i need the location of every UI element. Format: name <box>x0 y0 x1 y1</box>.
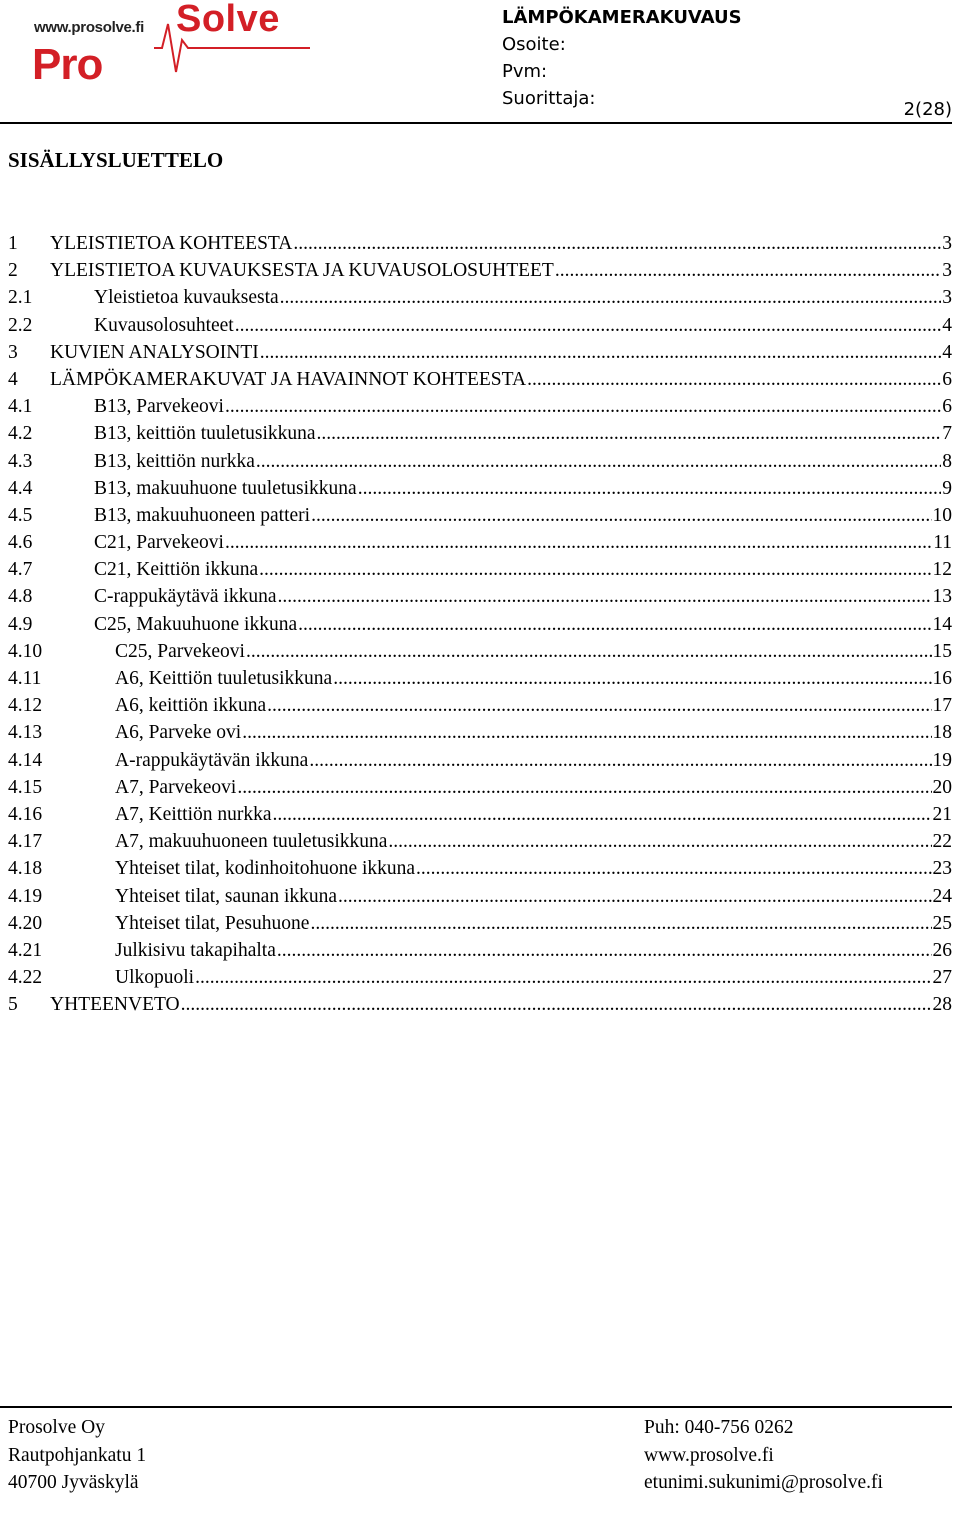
toc-entry[interactable] <box>8 366 952 393</box>
toc-entry-label: Ulkopuoli <box>115 967 195 989</box>
footer-web[interactable]: www.prosolve.fi <box>644 1444 774 1466</box>
performer-label: Suorittaja: <box>502 88 596 109</box>
toc-entry[interactable] <box>8 991 952 1018</box>
toc-entry-page: 25 <box>932 912 952 934</box>
toc-leader-dots <box>358 475 942 502</box>
toc-entry-label: Yleistietoa kuvauksesta <box>94 287 279 309</box>
toc-entry-number: 4.18 <box>8 858 43 880</box>
toc-leader-dots <box>277 937 932 964</box>
toc-entry-number: 4.9 <box>8 613 33 635</box>
toc-leader-dots <box>242 719 931 746</box>
toc-entry-label: A6, Parveke ovi <box>115 722 242 744</box>
toc-leader-dots <box>309 747 931 774</box>
table-of-contents <box>8 230 952 1018</box>
toc-entry-number: 4.1 <box>8 396 33 418</box>
toc-entry[interactable] <box>8 883 952 910</box>
toc-entry[interactable] <box>8 719 952 746</box>
toc-entry-page: 26 <box>932 939 952 961</box>
toc-entry-label: KUVIEN ANALYSOINTI <box>50 341 259 363</box>
toc-leader-dots <box>277 583 931 610</box>
toc-entry-label: Julkisivu takapihalta <box>115 939 276 961</box>
footer-divider <box>0 1406 952 1408</box>
toc-entry[interactable] <box>8 828 952 855</box>
toc-entry-number: 3 <box>8 341 18 363</box>
toc-leader-dots <box>388 828 931 855</box>
toc-entry-page: 10 <box>932 504 952 526</box>
toc-entry-page: 3 <box>942 233 952 254</box>
toc-entry-page: 15 <box>932 640 952 662</box>
toc-entry[interactable] <box>8 230 952 257</box>
toc-entry-page: 24 <box>932 885 952 907</box>
toc-entry-label: B13, keittiön tuuletusikkuna <box>94 423 316 445</box>
toc-leader-dots <box>225 393 941 420</box>
footer-contact <box>644 1414 883 1497</box>
toc-entry-number: 1 <box>8 233 18 254</box>
toc-leader-dots <box>280 284 942 311</box>
toc-entry[interactable] <box>8 312 952 339</box>
toc-entry[interactable] <box>8 284 952 311</box>
toc-entry-label: Kuvausolosuhteet <box>94 314 234 336</box>
toc-entry-label: B13, Parvekeovi <box>94 396 224 418</box>
toc-leader-dots <box>260 339 942 366</box>
toc-entry-page: 14 <box>932 613 952 635</box>
company-logo <box>30 0 310 89</box>
toc-entry-page: 7 <box>942 423 952 445</box>
toc-entry-label: Yhteiset tilat, kodinhoitohuone ikkuna <box>115 858 416 880</box>
footer-city: 40700 Jyväskylä <box>8 1472 139 1493</box>
toc-entry-label: B13, keittiön nurkka <box>94 450 255 472</box>
toc-entry[interactable] <box>8 855 952 882</box>
toc-entry-number: 4.6 <box>8 532 33 554</box>
toc-leader-dots <box>416 855 931 882</box>
toc-entry-page: 12 <box>932 559 952 581</box>
toc-leader-dots <box>256 448 941 475</box>
date-label: Pvm: <box>502 61 548 82</box>
toc-entry-number: 4.2 <box>8 423 33 445</box>
toc-entry[interactable] <box>8 692 952 719</box>
toc-entry[interactable] <box>8 339 952 366</box>
toc-entry-page: 28 <box>932 994 952 1016</box>
toc-entry-number: 4.14 <box>8 749 43 771</box>
toc-entry-page: 20 <box>932 776 952 798</box>
toc-entry-label: A7, makuuhuoneen tuuletusikkuna <box>115 831 388 853</box>
footer-street: Rautpohjankatu 1 <box>8 1444 147 1466</box>
toc-entry-page: 4 <box>942 314 952 336</box>
toc-entry[interactable] <box>8 774 952 801</box>
toc-entry-page: 17 <box>932 695 952 717</box>
toc-entry-page: 6 <box>942 368 952 390</box>
toc-entry-page: 11 <box>933 532 952 554</box>
header-info <box>502 4 742 112</box>
toc-entry-label: C25, Parvekeovi <box>115 640 245 662</box>
toc-leader-dots <box>527 366 941 393</box>
toc-entry-label: B13, makuuhuoneen patteri <box>94 504 311 526</box>
toc-entry[interactable] <box>8 611 952 638</box>
address-label: Osoite: <box>502 34 566 55</box>
toc-entry-page: 4 <box>942 341 952 363</box>
toc-entry[interactable] <box>8 665 952 692</box>
toc-entry-page: 21 <box>932 803 952 825</box>
toc-entry-number: 4.11 <box>8 668 42 689</box>
toc-entry-number: 2 <box>8 260 18 282</box>
logo-word-pro: Pro <box>32 40 103 89</box>
toc-entry-page: 18 <box>932 722 952 744</box>
toc-entry[interactable] <box>8 502 952 529</box>
toc-entry-label: A6, keittiön ikkuna <box>115 695 267 717</box>
footer-phone: Puh: 040-756 0262 <box>644 1417 794 1438</box>
header-divider <box>0 122 952 124</box>
toc-entry-number: 4.21 <box>8 939 43 961</box>
toc-entry-page: 27 <box>932 967 952 989</box>
footer-email[interactable]: etunimi.sukunimi@prosolve.fi <box>644 1472 883 1493</box>
toc-entry-label: C21, Parvekeovi <box>94 532 224 554</box>
toc-entry-label: C21, Keittiön ikkuna <box>94 559 259 581</box>
toc-entry-label: A7, Keittiön nurkka <box>115 803 272 825</box>
toc-entry-label: LÄMPÖKAMERAKUVAT JA HAVAINNOT KOHTEESTA <box>50 368 527 390</box>
toc-entry[interactable] <box>8 448 952 475</box>
toc-entry-label: A-rappukäytävän ikkuna <box>115 749 309 771</box>
footer-address <box>8 1414 146 1497</box>
logo-url: www.prosolve.fi <box>34 19 144 36</box>
toc-entry-number: 4.12 <box>8 695 43 717</box>
toc-leader-dots <box>246 638 932 665</box>
toc-leader-dots <box>338 883 931 910</box>
toc-leader-dots <box>333 665 931 692</box>
toc-leader-dots <box>555 257 941 284</box>
toc-entry-number: 4 <box>8 368 18 390</box>
toc-entry-page: 22 <box>932 831 952 853</box>
toc-entry-page: 23 <box>932 858 952 880</box>
toc-entry-label: YHTEENVETO <box>50 994 180 1016</box>
toc-leader-dots <box>310 910 931 937</box>
toc-entry[interactable] <box>8 964 952 991</box>
toc-entry[interactable] <box>8 556 952 583</box>
toc-leader-dots <box>181 991 932 1018</box>
toc-entry-label: A7, Parvekeovi <box>115 776 237 798</box>
toc-entry-label: Yhteiset tilat, Pesuhuone <box>115 912 310 934</box>
toc-leader-dots <box>195 964 931 991</box>
toc-entry-number: 4.13 <box>8 722 43 744</box>
toc-entry-page: 3 <box>942 287 952 309</box>
toc-entry-page: 16 <box>932 668 952 689</box>
toc-entry-number: 4.5 <box>8 504 33 526</box>
toc-entry-number: 4.3 <box>8 450 33 472</box>
toc-entry-page: 6 <box>942 396 952 418</box>
toc-entry-label: B13, makuuhuone tuuletusikkuna <box>94 477 357 499</box>
document-title: LÄMPÖKAMERAKUVAUS <box>502 7 742 28</box>
toc-entry-label: YLEISTIETOA KOHTEESTA <box>50 233 293 254</box>
toc-leader-dots <box>259 556 931 583</box>
toc-entry-number: 4.22 <box>8 967 43 989</box>
toc-entry-page: 8 <box>942 450 952 472</box>
toc-entry[interactable] <box>8 583 952 610</box>
footer-company: Prosolve Oy <box>8 1417 105 1438</box>
toc-leader-dots <box>311 502 931 529</box>
toc-entry[interactable] <box>8 801 952 828</box>
toc-leader-dots <box>267 692 931 719</box>
toc-entry-number: 2.1 <box>8 287 33 309</box>
toc-leader-dots <box>225 529 932 556</box>
toc-leader-dots <box>237 774 931 801</box>
toc-entry[interactable] <box>8 475 952 502</box>
toc-entry-number: 4.19 <box>8 885 43 907</box>
toc-entry-number: 4.16 <box>8 803 43 825</box>
toc-leader-dots <box>298 611 931 638</box>
toc-entry-label: Yhteiset tilat, saunan ikkuna <box>115 885 338 907</box>
toc-entry[interactable] <box>8 529 952 556</box>
toc-entry-number: 4.20 <box>8 912 43 934</box>
toc-entry-number: 4.17 <box>8 831 43 853</box>
toc-entry[interactable] <box>8 257 952 284</box>
toc-entry-label: C-rappukäytävä ikkuna <box>94 586 277 608</box>
toc-entry-number: 4.15 <box>8 776 43 798</box>
toc-entry-page: 3 <box>942 260 952 282</box>
toc-heading: SISÄLLYSLUETTELO <box>8 148 224 172</box>
toc-entry-page: 19 <box>932 749 952 771</box>
toc-entry[interactable] <box>8 937 952 964</box>
toc-entry[interactable] <box>8 420 952 447</box>
page-number: 2(28) <box>903 99 952 120</box>
toc-leader-dots <box>317 420 942 447</box>
toc-entry-page: 13 <box>932 586 952 608</box>
toc-leader-dots <box>273 801 932 828</box>
toc-entry[interactable] <box>8 910 952 937</box>
toc-entry[interactable] <box>8 747 952 774</box>
toc-entry[interactable] <box>8 393 952 420</box>
toc-entry-number: 2.2 <box>8 314 33 336</box>
toc-leader-dots <box>293 230 941 257</box>
toc-entry-label: C25, Makuuhuone ikkuna <box>94 613 298 635</box>
toc-entry-number: 4.8 <box>8 586 33 608</box>
toc-entry-label: A6, Keittiön tuuletusikkuna <box>115 668 333 689</box>
logo-word-solve: Solve <box>176 0 280 40</box>
toc-entry-label: YLEISTIETOA KUVAUKSESTA JA KUVAUSOLOSUHTEET <box>50 260 554 282</box>
toc-entry-number: 4.7 <box>8 559 33 581</box>
toc-leader-dots <box>235 312 942 339</box>
toc-entry-number: 4.10 <box>8 640 43 662</box>
toc-entry[interactable] <box>8 638 952 665</box>
toc-entry-page: 9 <box>942 477 952 499</box>
toc-entry-number: 4.4 <box>8 477 33 499</box>
toc-entry-number: 5 <box>8 994 18 1016</box>
